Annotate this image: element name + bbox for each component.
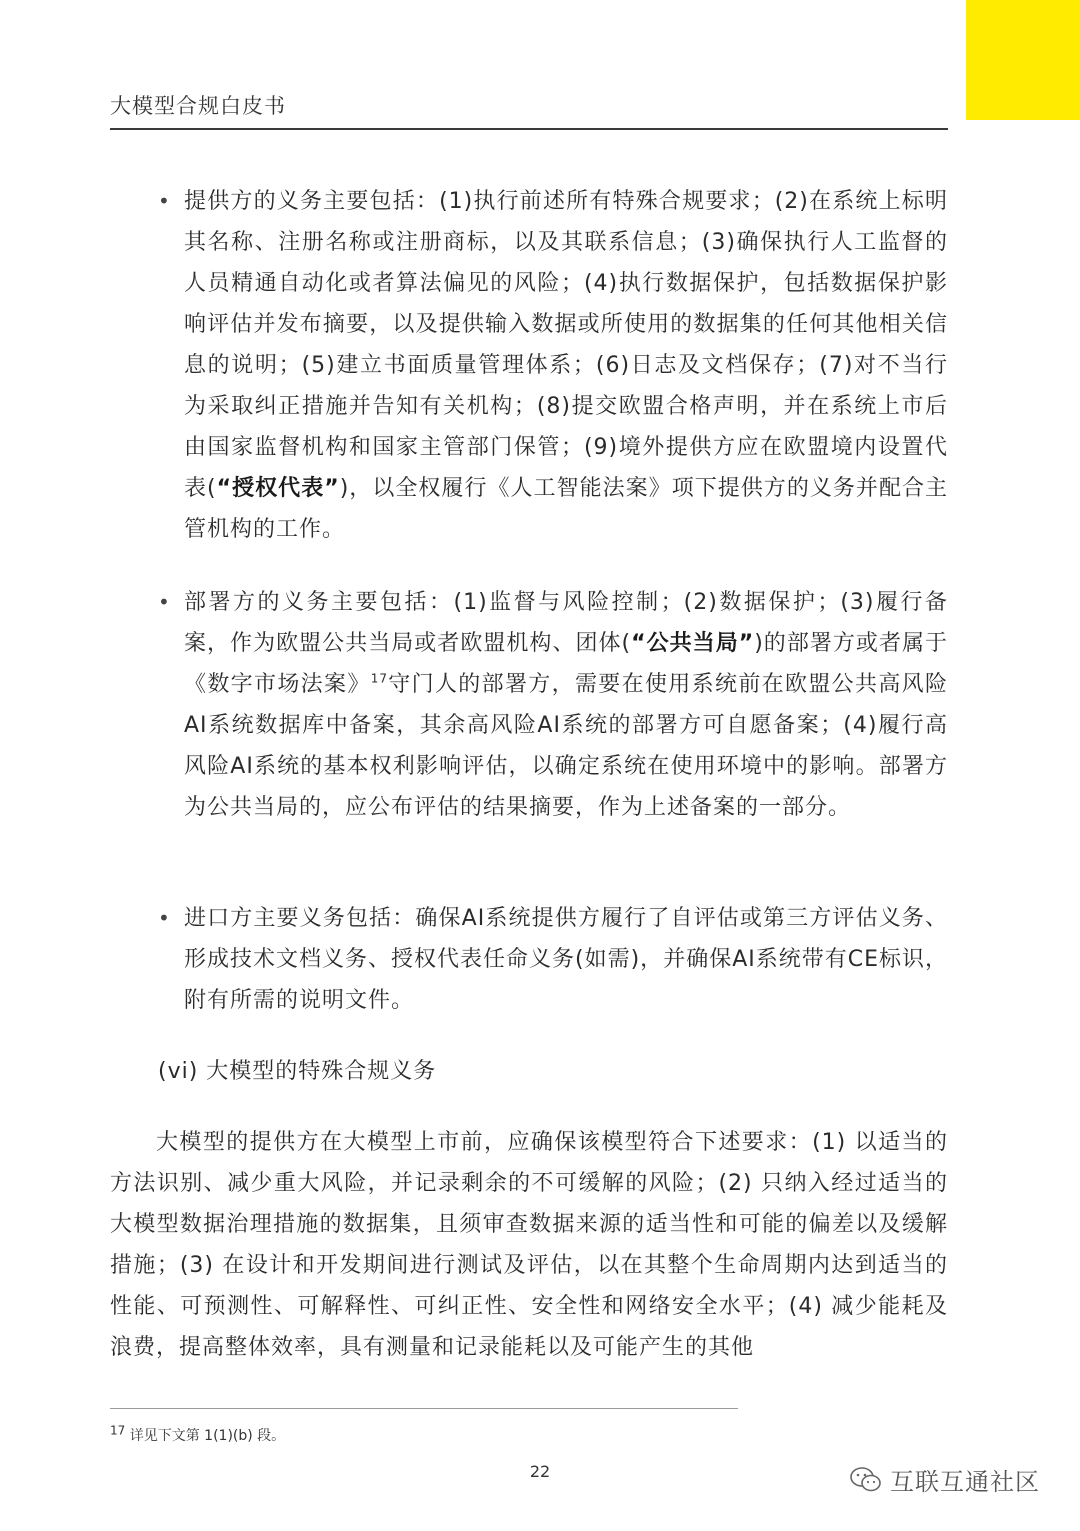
watermark-text: 互联互通社区 <box>890 1468 1040 1496</box>
bullet-text-part: 提供方的义务主要包括：(1)执行前述所有特殊合规要求；(2)在系统上标明其名称、注册名称或注册商标，以及其联系信息；(3)确保执行人工监督的人员精通自动化或者算法偏见的风险；(4)执行数据保护，包括数据保护影响评估并发布摘要，以及提供输入数据或所使用的数据集的任何其他相关信息的说明；(5)建立书面质量管理体系；(6)日志及文档保存；(7)对不当行为采取纠正措施并告知有关机构；(8)提交欧盟合格声明，并在系统上市后由国家监督机构和国家主管部门保管；(9)境外提供方应在欧盟境内设置代表( <box>184 189 948 501</box>
bullet-item-provider-obligations <box>158 181 948 550</box>
bullet-item-deployer-obligations <box>158 582 948 828</box>
bullet-dot-icon: • <box>158 189 171 213</box>
bullet-text-part: )，以全权履行《人工智能法案》项下提供方的义务并配合主管机构的工作。 <box>184 476 948 542</box>
footnote-rule <box>110 1408 738 1409</box>
bullet-dot-icon: • <box>158 590 171 614</box>
footnote-text: 详见下文第 1(1)(b) 段。 <box>129 1428 286 1444</box>
footnote-ref[interactable]: 17 <box>370 671 388 686</box>
bullet-item-importer-obligations <box>158 898 948 1021</box>
header-rule <box>110 128 948 130</box>
yellow-corner-tab <box>966 0 1080 120</box>
bullet-text: 进口方主要义务包括：确保AI系统提供方履行了自评估或第三方评估义务、形成技术文档义务、授权代表任命义务(如需)，并确保AI系统带有CE标识，附有所需的说明文件。 <box>184 906 948 1013</box>
bullet-dot-icon: • <box>158 906 171 930</box>
section-subheading: (vi) 大模型的特殊合规义务 <box>158 1059 437 1084</box>
bullet-text <box>184 582 948 828</box>
bullet-text-part: 守门人的部署方，需要在使用系统前在欧盟公共高风险AI系统数据库中备案，其余高风险AI系统的部署方可自愿备案；(4)履行高风险AI系统的基本权利影响评估，以确定系统在使用环境中的影响。部署方为公共当局的，应公布评估的结果摘要，作为上述备案的一部分。 <box>184 672 948 820</box>
wechat-icon <box>850 1466 882 1494</box>
watermark <box>850 1462 1040 1497</box>
bullet-text-part: 部署方的义务主要包括：(1)监督与风险控制；(2)数据保护；(3)履行备案，作为欧盟公共当局或者欧盟机构、团体( <box>184 590 948 656</box>
footnote-number: 17 <box>110 1423 126 1438</box>
page-number: 22 <box>529 1462 551 1481</box>
body-paragraph: 大模型的提供方在大模型上市前，应确保该模型符合下述要求：(1) 以适当的方法识别、减少重大风险，并记录剩余的不可缓解的风险；(2) 只纳入经过适当的大模型数据治理措施的数据集，且须审查数据来源的适当性和可能的偏差以及缓解措施；(3) 在设计和开发期间进行测试及评估，以在其整个生命周期内达到适当的性能、可预测性、可解释性、可纠正性、安全性和网络安全水平；(4) 减少能耗及浪费，提高整体效率，具有测量和记录能耗以及可能产生的其他 <box>110 1130 948 1360</box>
bullet-text <box>184 181 948 550</box>
bold-term-public-authority: “公共当局” <box>631 631 755 656</box>
header-title: 大模型合规白皮书 <box>110 94 286 118</box>
footnote <box>110 1425 285 1445</box>
bullet-text-part: )的部署方或者属于《数字市场法案》 <box>184 631 948 697</box>
bold-term-authorized-rep: “授权代表” <box>216 476 340 501</box>
